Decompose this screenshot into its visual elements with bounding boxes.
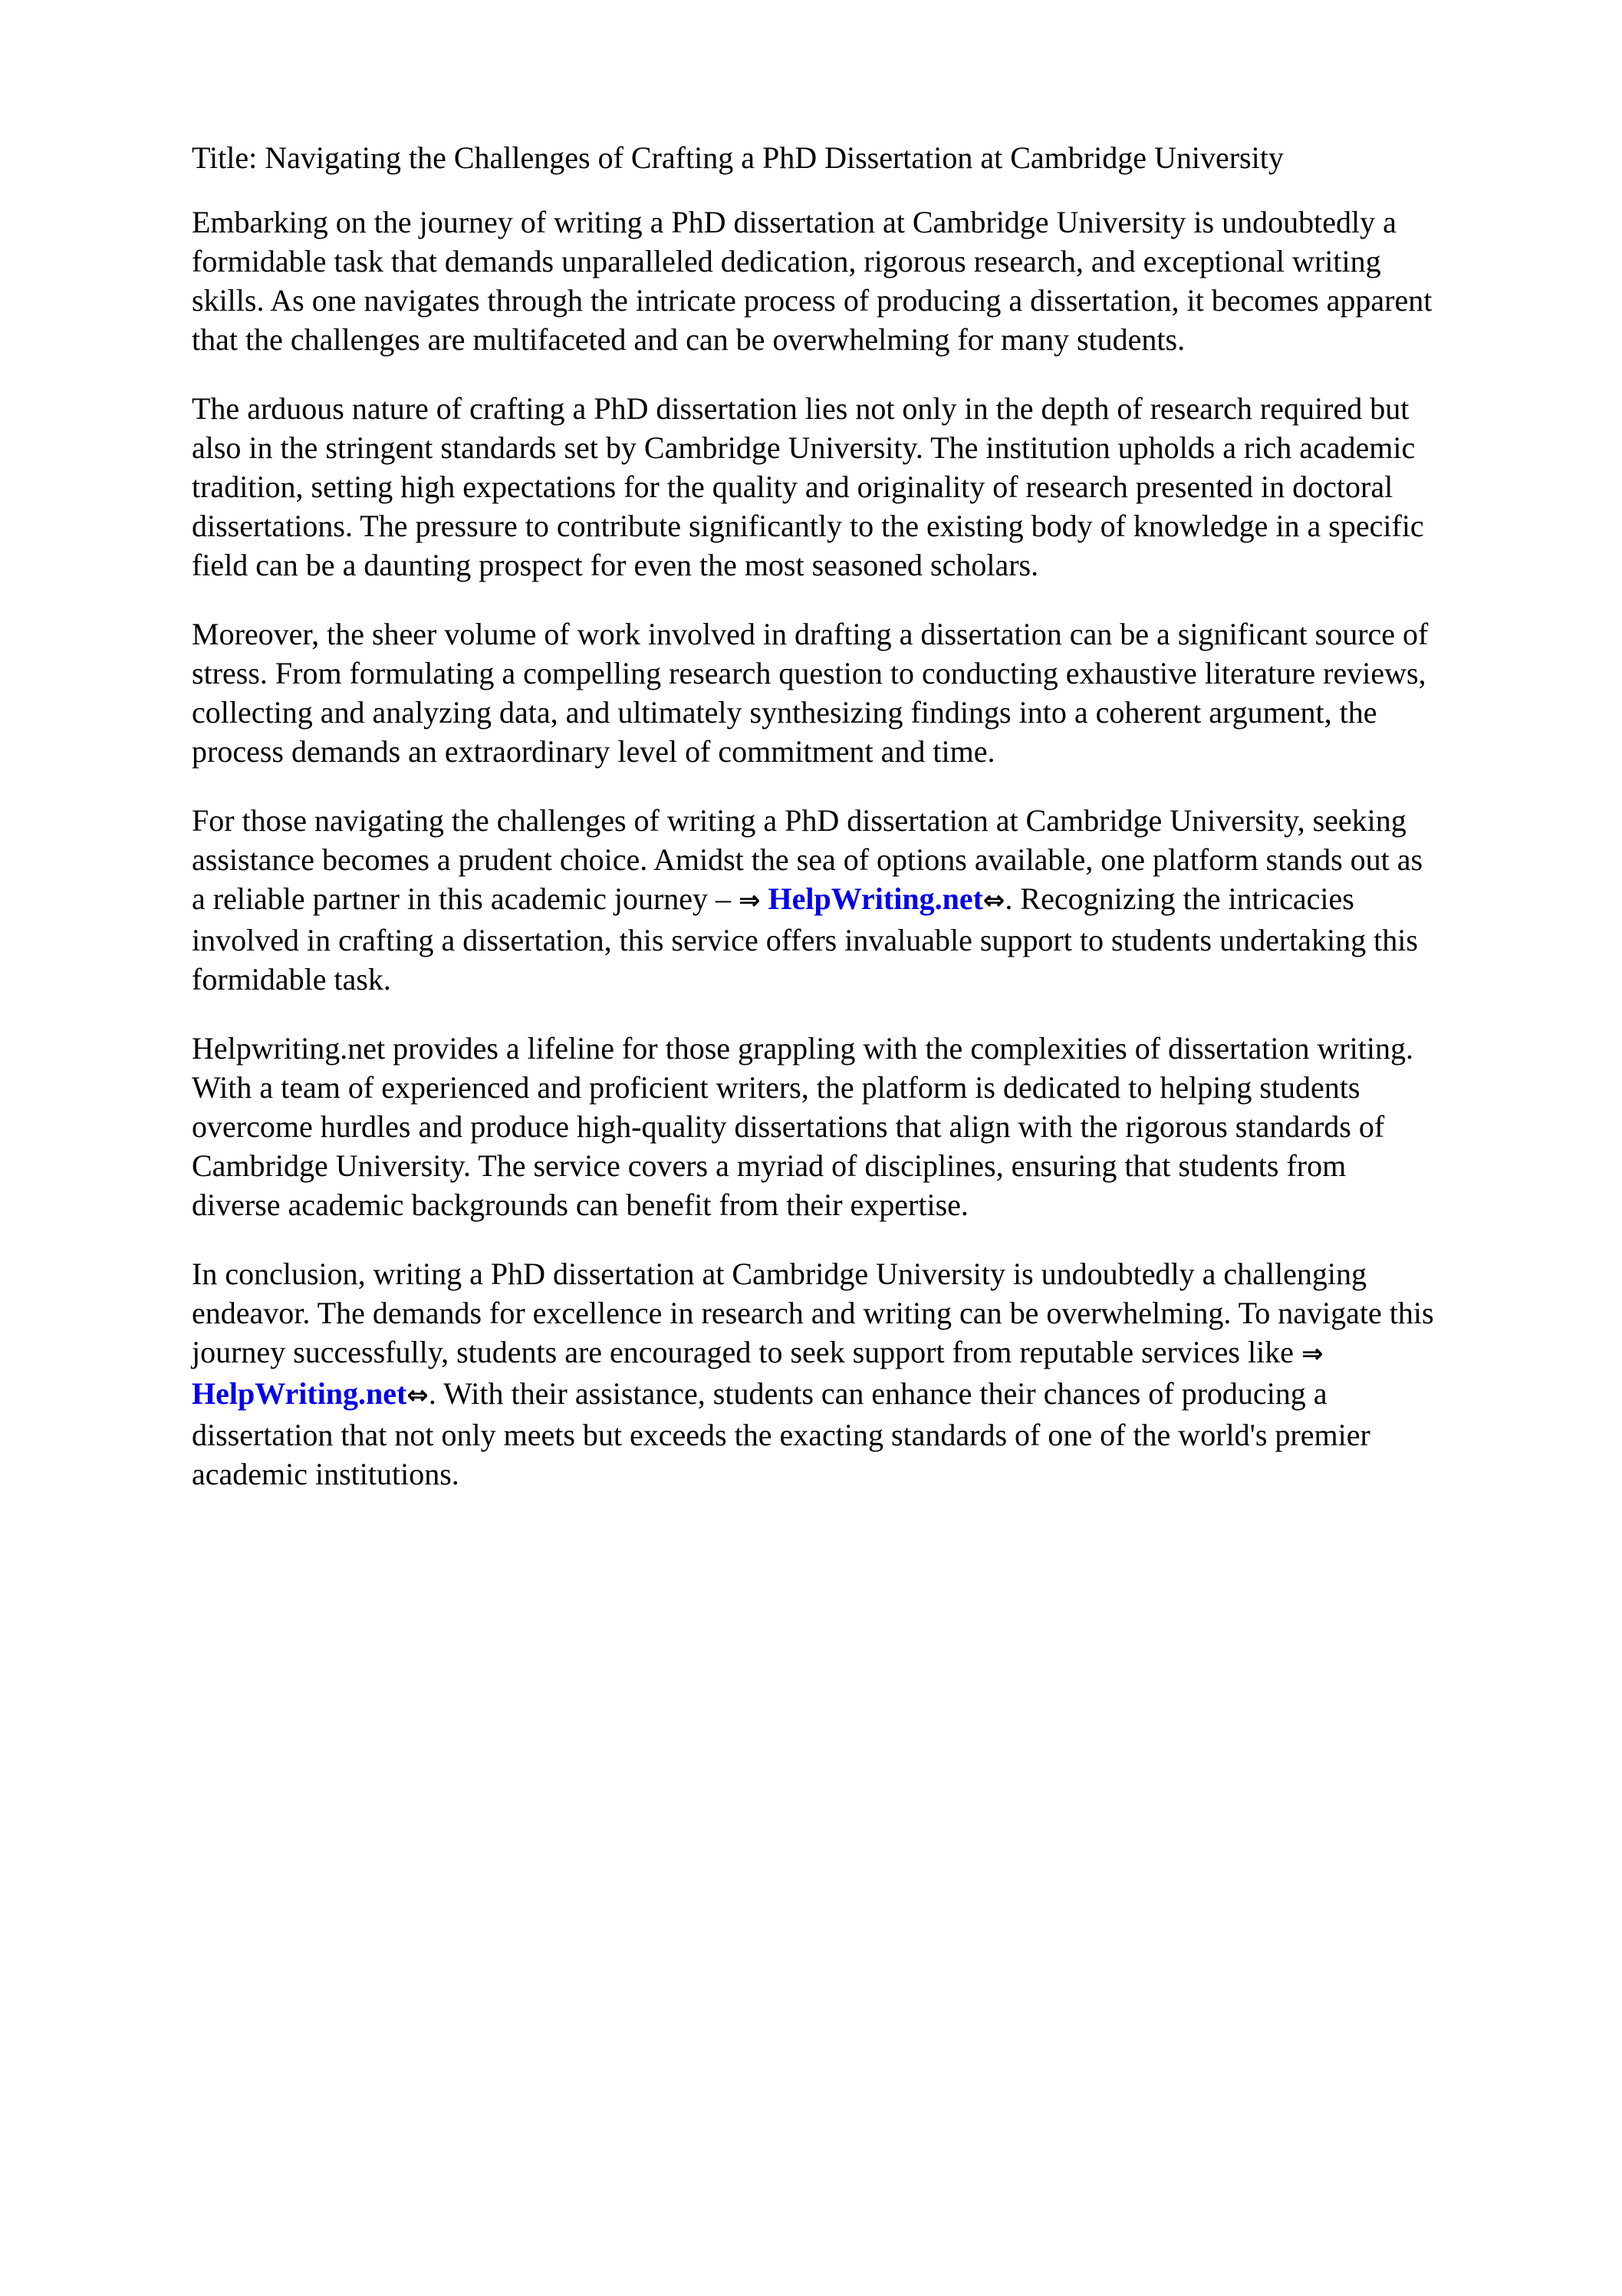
paragraph-service	[192, 1029, 1572, 1224]
text-line: With a team of experienced and proficient writers, the platform is dedicated to helping students	[192, 1070, 1360, 1105]
text-line: that the challenges are multifaceted and can be overwhelming for many students.	[192, 322, 1186, 357]
text-line: formidable task.	[192, 962, 391, 996]
text-line: For those navigating the challenges of writing a PhD dissertation at Cambridge University, seeking	[192, 803, 1407, 838]
paragraph-intro	[192, 203, 1572, 359]
text-line: field can be a daunting prospect for even the most seasoned scholars.	[192, 548, 1039, 582]
text-line: dissertations. The pressure to contribute significantly to the existing body of knowledge in a specific	[192, 509, 1424, 543]
text-segment: . Recognizing the intricacies	[1005, 881, 1354, 916]
text-line: skills. As one navigates through the intricate process of producing a dissertation, it becomes apparent	[192, 283, 1433, 318]
arrow-right-icon: ⇒	[739, 885, 761, 916]
paragraph-workload	[192, 614, 1572, 771]
text-line: tradition, setting high expectations for the quality and originality of research presented in doctoral	[192, 469, 1393, 504]
text-line: process demands an extraordinary level of commitment and time.	[192, 734, 995, 769]
text-line: In conclusion, writing a PhD dissertation at Cambridge University is undoubtedly a challenging	[192, 1257, 1367, 1291]
text-line: collecting and analyzing data, and ultimately synthesizing findings into a coherent argument, the	[192, 695, 1377, 730]
helpwriting-link[interactable]: HelpWriting.net	[192, 1376, 407, 1411]
text-segment: a reliable partner in this academic journey –	[192, 881, 739, 916]
text-line-with-arrow	[192, 1332, 1572, 1374]
text-line: involved in crafting a dissertation, this service offers invaluable support to students undertaking this	[192, 923, 1418, 957]
text-line: Moreover, the sheer volume of work involved in drafting a dissertation can be a significant source of	[192, 617, 1429, 651]
text-line: Embarking on the journey of writing a PhD dissertation at Cambridge University is undoubtedly a	[192, 205, 1397, 239]
arrow-both-icon: ⇔	[406, 1380, 429, 1411]
text-segment: journey successfully, students are encouraged to seek support from reputable services like	[192, 1335, 1301, 1369]
paragraph-assistance	[192, 801, 1572, 999]
text-line-with-link	[192, 879, 1572, 921]
arrow-right-icon: ⇒	[1301, 1339, 1324, 1369]
text-line: Helpwriting.net provides a lifeline for those grappling with the complexities of dissertation writing.	[192, 1031, 1413, 1066]
text-line: endeavor. The demands for excellence in research and writing can be overwhelming. To navigate this	[192, 1296, 1434, 1330]
text-line: also in the stringent standards set by Cambridge University. The institution upholds a rich academic	[192, 430, 1416, 465]
text-line: formidable task that demands unparalleled dedication, rigorous research, and exceptional writing	[192, 244, 1381, 278]
text-line: stress. From formulating a compelling research question to conducting exhaustive literature reviews,	[192, 656, 1426, 690]
text-line: diverse academic backgrounds can benefit from their expertise.	[192, 1188, 969, 1222]
document-page	[192, 138, 1572, 1524]
text-line: dissertation that not only meets but exceeds the exacting standards of one of the world's premier	[192, 1418, 1370, 1452]
arrow-both-icon: ⇔	[982, 885, 1005, 916]
text-line: Cambridge University. The service covers a myriad of disciplines, ensuring that students from	[192, 1148, 1347, 1183]
helpwriting-link[interactable]: HelpWriting.net	[768, 881, 983, 916]
text-line-with-link	[192, 1374, 1572, 1415]
text-line: assistance becomes a prudent choice. Amidst the sea of options available, one platform stands out as	[192, 842, 1423, 877]
text-line: overcome hurdles and produce high-quality dissertations that align with the rigorous standards of	[192, 1109, 1385, 1144]
paragraph-standards	[192, 389, 1572, 585]
text-line: academic institutions.	[192, 1457, 459, 1491]
paragraph-conclusion	[192, 1254, 1572, 1494]
text-segment: . With their assistance, students can enhance their chances of producing a	[428, 1376, 1328, 1411]
text-line: The arduous nature of crafting a PhD dissertation lies not only in the depth of research required but	[192, 391, 1410, 426]
document-title: Title: Navigating the Challenges of Crafting a PhD Dissertation at Cambridge University	[192, 140, 1284, 175]
